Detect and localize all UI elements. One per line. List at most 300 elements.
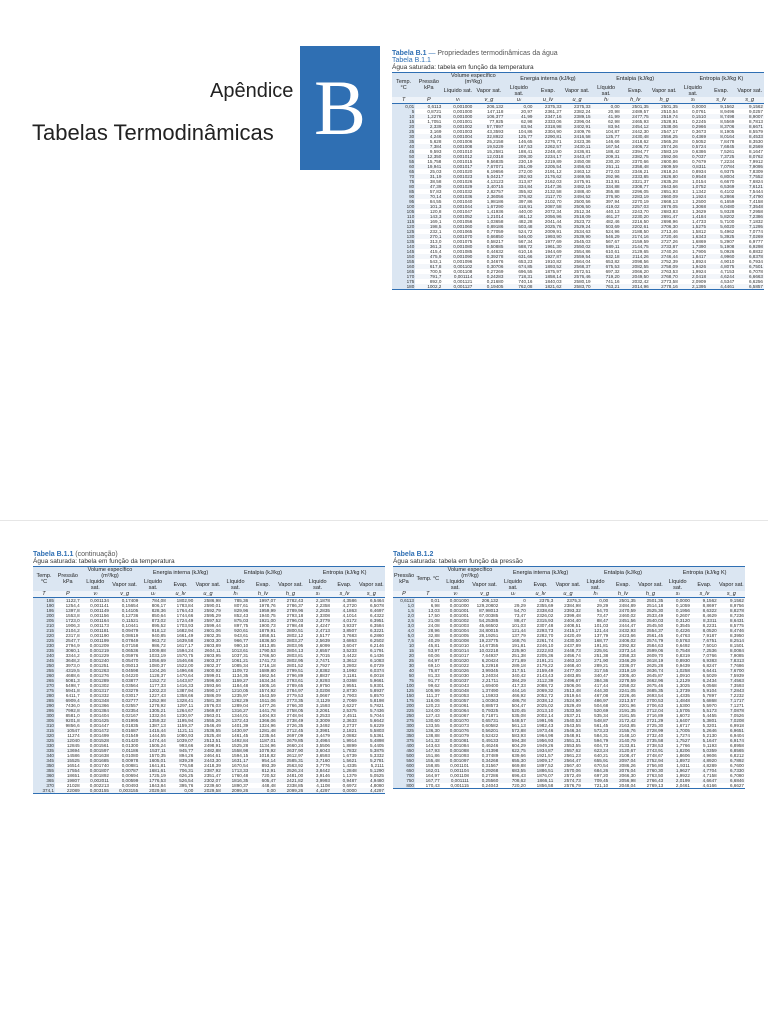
value-cell: 2668,13 xyxy=(661,199,678,204)
value-cell: 0,001219 xyxy=(81,648,110,653)
value-cell: 1570,75 xyxy=(176,653,194,658)
value-cell: 0,001111 xyxy=(441,778,470,783)
value-cell: 155,48 xyxy=(415,758,441,763)
row-key-cell: 100 xyxy=(393,683,415,688)
value-cell: 84,55 xyxy=(429,199,442,204)
value-cell: 6,8212 xyxy=(729,753,744,758)
value-cell: 16514 xyxy=(66,763,80,768)
symbol-cell: P xyxy=(393,591,415,598)
value-cell: 2241,05 xyxy=(609,688,636,693)
value-cell: 5,2111 xyxy=(370,763,384,768)
value-cell: 2072,34 xyxy=(544,209,562,214)
value-cell: 7,2536 xyxy=(691,648,718,653)
value-cell: 6,0374 xyxy=(358,668,385,673)
value-cell: 7,3548 xyxy=(735,204,764,209)
value-cell: 3,0667 xyxy=(315,693,330,698)
value-cell: 444,30 xyxy=(582,688,609,693)
value-cell: 2319,19 xyxy=(609,668,636,673)
value-cell: 8581,0 xyxy=(65,713,80,718)
value-cell: 167,53 xyxy=(504,144,533,149)
row-key-cell: 155 xyxy=(392,259,415,264)
value-cell: 1790,53 xyxy=(249,648,276,653)
value-cell: 1227,43 xyxy=(149,693,166,698)
value-cell: 57,7897 xyxy=(473,124,504,129)
value-cell: 53,97 xyxy=(415,648,441,653)
subheader-evap: Evap. xyxy=(249,579,276,591)
value-cell: 6,8247 xyxy=(702,663,717,668)
value-cell: 0,00694 xyxy=(121,773,139,778)
value-cell: 829,96 xyxy=(222,608,249,613)
value-cell: 0,001067 xyxy=(449,713,469,718)
value-cell: 2501,35 xyxy=(609,598,636,604)
value-cell: 83,94 xyxy=(592,124,621,129)
value-cell: 34,80015 xyxy=(470,628,499,633)
value-cell: 0,001003 xyxy=(449,623,469,628)
value-cell: 0,04220 xyxy=(121,673,139,678)
value-cell: 0,4226 xyxy=(664,628,691,633)
value-cell: 0,3673 xyxy=(691,129,707,134)
row-key-cell: 200 xyxy=(393,703,415,708)
value-cell: 6,6627 xyxy=(718,783,745,789)
value-cell: 397,86 xyxy=(518,199,533,204)
value-cell: 2216,50 xyxy=(632,219,649,224)
value-cell: 3,2802 xyxy=(342,663,357,668)
value-cell: 2133,81 xyxy=(619,743,636,748)
value-cell: 2518,09 xyxy=(563,214,592,219)
value-cell: 6,8004 xyxy=(707,174,735,179)
value-cell: 8,4533 xyxy=(735,134,764,139)
value-cell: 9,0257 xyxy=(748,109,763,114)
value-cell: 0,001047 xyxy=(453,209,473,214)
value-cell: 839,29 xyxy=(167,758,194,763)
value-cell: 2547,7 xyxy=(55,638,81,643)
value-cell: 5,7436 xyxy=(358,708,385,713)
value-cell: 0,001740 xyxy=(89,763,109,768)
subheader-evap: Evap. xyxy=(707,85,735,97)
header-temp: Temp. °C xyxy=(33,567,55,592)
row-key-cell: 95 xyxy=(392,199,415,204)
value-cell: 0,001199 xyxy=(81,638,110,643)
value-cell: 6,3951 xyxy=(358,618,385,623)
value-cell: 0,001008 xyxy=(442,144,473,149)
value-cell: 0,001053 xyxy=(449,693,469,698)
subheader-vapor: Vapor sat. xyxy=(554,579,581,591)
value-cell: 1159,37 xyxy=(177,723,194,728)
value-cell: 2564,04 xyxy=(573,259,591,264)
value-cell: 418,91 xyxy=(504,204,533,209)
value-cell: 2387,92 xyxy=(194,768,221,773)
value-cell: 6,7501 xyxy=(735,264,764,269)
value-cell: 1,3739 xyxy=(664,688,691,693)
value-cell: 1184,48 xyxy=(231,683,249,688)
value-cell: 2,0418 xyxy=(679,274,707,279)
value-cell: 1,2500 xyxy=(691,199,707,204)
value-cell: 697,20 xyxy=(594,773,609,778)
value-cell: 524,96 xyxy=(605,229,620,234)
value-cell: 12040 xyxy=(55,738,81,743)
value-cell: 8,9007 xyxy=(735,114,764,119)
value-cell: 0,14105 xyxy=(110,608,139,613)
value-cell: 2721,29 xyxy=(637,718,664,723)
value-cell: 1080,93 xyxy=(176,733,194,738)
value-cell: 1056,69 xyxy=(139,658,166,663)
value-cell: 561,13 xyxy=(511,723,526,728)
header-specific-volume: Volume específico (m³/kg) xyxy=(441,567,500,580)
row-key-cell: 190 xyxy=(33,603,55,608)
value-cell: 2465,93 xyxy=(632,119,649,124)
value-cell: 57,83 xyxy=(429,189,442,194)
value-cell: 0,39278 xyxy=(473,254,504,259)
value-cell: 7,0774 xyxy=(748,229,763,234)
value-cell: 0,60582 xyxy=(481,723,499,728)
value-cell: 0,001173 xyxy=(90,623,109,628)
value-cell: 0,001081 xyxy=(441,738,470,743)
value-cell: 7,4158 xyxy=(748,199,763,204)
value-cell: 1477,26 xyxy=(259,703,276,708)
subheader-evap: Evap. xyxy=(609,579,636,591)
value-cell: 6,8958 xyxy=(729,743,744,748)
header-entropy: Entropia (kJ/kg K) xyxy=(304,567,385,580)
value-cell: 2262,57 xyxy=(533,144,562,149)
value-cell: 0,65731 xyxy=(470,718,499,723)
table-b11-cont-panel xyxy=(33,551,385,794)
header-enthalpy: Entalpia (kJ/kg) xyxy=(222,567,304,580)
value-cell: 1639,58 xyxy=(167,638,194,643)
value-cell: 1,4733 xyxy=(691,219,707,224)
row-key-cell: 350 xyxy=(33,763,55,768)
value-cell: 0,001348 xyxy=(81,698,110,703)
symbol-cell: vₗ xyxy=(442,97,473,104)
value-cell: 0,001044 xyxy=(442,204,473,209)
value-cell: 535,08 xyxy=(511,713,526,718)
value-cell: 1959,99 xyxy=(249,608,276,613)
value-cell: 0,2966 xyxy=(679,124,707,129)
value-cell: 623,24 xyxy=(582,748,609,753)
value-cell: 4,8289 xyxy=(702,763,717,768)
value-cell: 655,91 xyxy=(582,758,609,763)
symbol-cell: s_g xyxy=(358,591,385,598)
value-cell: 4319,5 xyxy=(55,668,81,673)
value-cell: 0,03564 xyxy=(121,683,139,688)
value-cell: 2181,55 xyxy=(619,713,636,718)
value-cell: 2740,26 xyxy=(661,249,678,254)
value-cell: 5,0926 xyxy=(720,249,735,254)
value-cell: 1397,8 xyxy=(55,608,81,613)
value-cell: 5081,3 xyxy=(55,678,81,683)
value-cell: 5,2130 xyxy=(702,733,717,738)
value-cell: 272,03 xyxy=(605,169,620,174)
value-cell: 2748,94 xyxy=(286,713,304,718)
row-key-cell: 550 xyxy=(393,758,415,763)
value-cell: 5,8937 xyxy=(358,688,385,693)
value-cell: 1,1924 xyxy=(679,194,707,199)
value-cell: 158,85 xyxy=(425,763,440,768)
value-cell: 2585,31 xyxy=(277,758,304,763)
value-cell: 2276,71 xyxy=(544,139,562,144)
value-cell: 8,9756 xyxy=(729,603,744,608)
value-cell: 2525,48 xyxy=(204,733,221,738)
value-cell: 2293,73 xyxy=(527,628,554,633)
value-cell: 1009,88 xyxy=(139,648,166,653)
value-cell: 605,47 xyxy=(249,778,276,783)
value-cell: 1443,87 xyxy=(167,678,194,683)
value-cell: 2346,29 xyxy=(609,658,636,663)
row-key-cell: 225 xyxy=(393,708,415,713)
value-cell: 1594,24 xyxy=(167,648,194,653)
value-cell: 1230,97 xyxy=(176,713,194,718)
value-cell: 2,2835 xyxy=(304,608,331,613)
value-cell: 2392,82 xyxy=(619,643,636,648)
value-cell: 1760,48 xyxy=(231,773,249,778)
value-cell: 6,5464 xyxy=(358,598,385,604)
value-cell: 2423,66 xyxy=(619,633,636,638)
value-cell: 3,3009 xyxy=(304,718,331,723)
value-cell: 1594,15 xyxy=(231,753,249,758)
value-cell: 1085,34 xyxy=(231,663,249,668)
value-cell: 88,47 xyxy=(499,618,526,623)
value-cell: 0,52422 xyxy=(481,733,499,738)
value-cell: 1387,94 xyxy=(167,688,194,693)
value-cell: 4,8080 xyxy=(369,783,384,788)
row-key-cell: 345 xyxy=(33,758,55,763)
subheader-vapor: Vapor sat. xyxy=(473,85,504,97)
value-cell: 1,7005 xyxy=(664,728,691,733)
value-cell: 604,73 xyxy=(594,743,609,748)
subheader-vapor: Vapor sat. xyxy=(650,85,679,97)
value-cell: 604,29 xyxy=(511,743,526,748)
value-cell: 1,41936 xyxy=(486,209,504,214)
value-cell: 0,001090 xyxy=(442,254,473,259)
value-cell: 8,3706 xyxy=(707,124,735,129)
value-cell: 2540,53 xyxy=(554,718,581,723)
row-key-cell: 15 xyxy=(393,648,415,653)
value-cell: 2570,06 xyxy=(554,768,581,773)
value-cell: 1816,35 xyxy=(222,778,249,783)
value-cell: 2172,42 xyxy=(609,718,636,723)
value-cell: 1,3068 xyxy=(679,204,707,209)
value-cell: 2803,27 xyxy=(277,638,304,643)
value-cell: 146,65 xyxy=(518,139,533,144)
value-cell: 520,45 xyxy=(499,708,526,713)
row-key-cell: 374,1 xyxy=(33,788,55,794)
value-cell: 3,99345 xyxy=(470,668,499,673)
value-cell: 0,001366 xyxy=(89,703,109,708)
value-cell: 0,001102 xyxy=(442,264,473,269)
value-cell: 7,5261 xyxy=(720,149,735,154)
value-cell: 2302,07 xyxy=(194,778,221,783)
value-cell: 2804,13 xyxy=(277,648,304,653)
value-cell: 720,52 xyxy=(261,773,276,778)
subheader-liquid: Líquido sat. xyxy=(504,85,533,97)
value-cell: 0,01186 xyxy=(110,748,139,753)
value-cell: 0,001097 xyxy=(441,758,470,763)
value-cell: 1033,19 xyxy=(149,653,166,658)
value-cell: 0,001037 xyxy=(441,678,470,683)
value-cell: 3,7776 xyxy=(315,763,330,768)
value-cell: 1,6072 xyxy=(675,713,690,718)
value-cell: 2114,26 xyxy=(621,254,650,259)
value-cell: 2489,57 xyxy=(632,109,649,114)
symbol-cell: uₗ xyxy=(504,97,533,104)
value-cell: 6,9298 xyxy=(735,244,764,249)
row-key-cell: 260 xyxy=(33,673,55,678)
value-cell: 0,6492 xyxy=(675,643,690,648)
value-cell: 2779,53 xyxy=(286,693,304,698)
value-cell: 2782,43 xyxy=(277,598,304,604)
value-cell: 696,55 xyxy=(518,269,533,274)
value-cell: 1886,51 xyxy=(527,768,554,773)
value-cell: 2789,65 xyxy=(286,683,304,688)
value-cell: 6,2860 xyxy=(369,633,384,638)
value-cell: 1605,01 xyxy=(139,758,166,763)
value-cell: 561,45 xyxy=(594,723,609,728)
value-cell: 6,5029 xyxy=(702,673,717,678)
row-key-cell: 125 xyxy=(393,688,415,693)
value-cell: 147,118 xyxy=(487,109,504,114)
symbol-cell: u_g xyxy=(554,591,581,598)
value-cell: 583,93 xyxy=(511,733,526,738)
value-cell: 3,5233 xyxy=(331,648,358,653)
row-key-cell: 320 xyxy=(33,733,55,738)
value-cell: 2415,17 xyxy=(554,628,581,633)
value-cell: 29,29 xyxy=(596,603,609,608)
value-cell: 2800,51 xyxy=(277,628,304,633)
value-cell: 2102,70 xyxy=(544,199,562,204)
value-cell: 2108,47 xyxy=(619,753,636,758)
symbol-cell: u_lv xyxy=(527,591,554,598)
value-cell: 2596,60 xyxy=(194,678,221,683)
value-cell: 1430,97 xyxy=(222,728,249,733)
symbol-cell: s_lv xyxy=(691,591,718,598)
value-cell: 1202,23 xyxy=(139,688,166,693)
value-cell: 125,77 xyxy=(504,134,533,139)
value-cell: 9,593 xyxy=(429,149,442,154)
value-cell: 7436,0 xyxy=(65,703,80,708)
value-cell: 2796,89 xyxy=(286,673,304,678)
value-cell: 1522,00 xyxy=(176,663,194,668)
header-temp: Temp. °C xyxy=(415,567,441,592)
value-cell: 6,5078 xyxy=(369,603,384,608)
value-cell: 5,628 xyxy=(429,139,442,144)
value-cell: 0,1059 xyxy=(675,603,690,608)
value-cell: 1,03658 xyxy=(486,219,504,224)
value-cell: 6,9918 xyxy=(729,723,744,728)
value-cell: 0,001289 xyxy=(81,678,110,683)
value-cell: 4,6166 xyxy=(691,783,718,789)
subheader-vapor: Vapor sat. xyxy=(194,579,221,591)
row-key-cell: 175 xyxy=(392,279,415,284)
value-cell: 111,37 xyxy=(426,693,440,698)
value-cell: 0,001036 xyxy=(442,194,473,199)
header-press: Pressão kPa xyxy=(415,73,442,98)
value-cell: 1496,66 xyxy=(167,668,194,673)
value-cell: 0,001404 xyxy=(89,713,109,718)
value-cell: 1956,93 xyxy=(527,738,554,743)
value-cell: 683,55 xyxy=(499,768,526,773)
value-cell: 28,96 xyxy=(415,628,441,633)
value-cell: 1,9426 xyxy=(679,264,707,269)
value-cell: 206,132 xyxy=(470,598,499,604)
value-cell: 2758,09 xyxy=(650,264,679,269)
value-cell: 5,5803 xyxy=(358,728,385,733)
value-cell: 0,001127 xyxy=(442,284,473,290)
value-cell: 0,001499 xyxy=(89,733,109,738)
value-cell: 1,9311 xyxy=(676,763,690,768)
value-cell: 4,246 xyxy=(415,134,442,139)
value-cell: 1900,73 xyxy=(259,623,276,628)
value-cell: 8,0164 xyxy=(707,134,735,139)
value-cell: 0,001332 xyxy=(89,693,109,698)
value-cell: 105,99 xyxy=(415,688,441,693)
value-cell: 116,06 xyxy=(415,698,441,703)
value-cell: 14586 xyxy=(66,753,80,758)
value-cell: 2583,70 xyxy=(563,284,592,290)
value-cell: 1802,90 xyxy=(167,598,194,604)
value-cell: 2,1821 xyxy=(331,728,358,733)
value-cell: 2794,9 xyxy=(65,643,80,648)
value-cell: 209,31 xyxy=(592,154,621,159)
value-cell: 8,3530 xyxy=(748,139,763,144)
value-cell: 340,47 xyxy=(594,673,609,678)
value-cell: 2,7927 xyxy=(315,663,330,668)
value-cell: 5,8570 xyxy=(369,693,384,698)
value-cell: 17554 xyxy=(55,768,81,773)
value-cell: 6,9375 xyxy=(720,169,735,174)
value-cell: 2559,54 xyxy=(563,254,592,259)
value-cell: 395,76 xyxy=(179,783,194,788)
value-cell: 653,23 xyxy=(518,259,533,264)
value-cell: 0,001017 xyxy=(442,164,473,169)
value-cell: 5,9301 xyxy=(369,683,384,688)
value-cell: 0,001108 xyxy=(450,773,469,778)
row-key-cell: 240 xyxy=(33,653,55,658)
value-cell: 0,001141 xyxy=(90,603,109,608)
value-cell: 4,0172 xyxy=(331,618,358,623)
value-cell: 0,8930 xyxy=(664,658,691,663)
value-cell: 0,001070 xyxy=(442,234,473,239)
value-cell: 4,2720 xyxy=(342,603,357,608)
value-cell: 1856,58 xyxy=(527,783,554,789)
value-cell: 5,7100 xyxy=(720,219,735,224)
value-cell: 19807 xyxy=(55,778,81,783)
value-cell: 0,01 xyxy=(415,598,441,604)
value-cell: 1906,3 xyxy=(65,623,80,628)
table-b11-subtitle: Água saturada: tabela em função da temperatura xyxy=(392,64,534,71)
value-cell: 1766,50 xyxy=(259,653,276,658)
value-cell: 503,48 xyxy=(504,224,533,229)
value-cell: 415,4 xyxy=(429,249,442,254)
symbol-cell: v_g xyxy=(473,97,504,104)
value-cell: 0,00 xyxy=(167,788,194,794)
value-cell: 2599,06 xyxy=(637,648,664,653)
value-cell: 6,4697 xyxy=(358,608,385,613)
value-cell: 188,41 xyxy=(518,149,533,154)
value-cell: 1404,93 xyxy=(259,713,276,718)
value-cell: 1617,17 xyxy=(176,643,194,648)
value-cell: 2538,06 xyxy=(650,124,679,129)
value-cell: 8,5775 xyxy=(729,623,744,628)
value-cell: 1,8206 xyxy=(664,748,691,753)
value-cell: 0,09479 xyxy=(110,628,139,633)
value-cell: 0,8934 xyxy=(691,169,707,174)
value-cell: 0,8319 xyxy=(675,653,690,658)
value-cell: 101,03 xyxy=(511,623,526,628)
table-row xyxy=(393,783,745,789)
value-cell: 5498,7 xyxy=(65,683,80,688)
value-cell: 0,001060 xyxy=(442,224,473,229)
value-cell: 2676,05 xyxy=(650,204,679,209)
appendix-letter: B xyxy=(313,64,367,151)
